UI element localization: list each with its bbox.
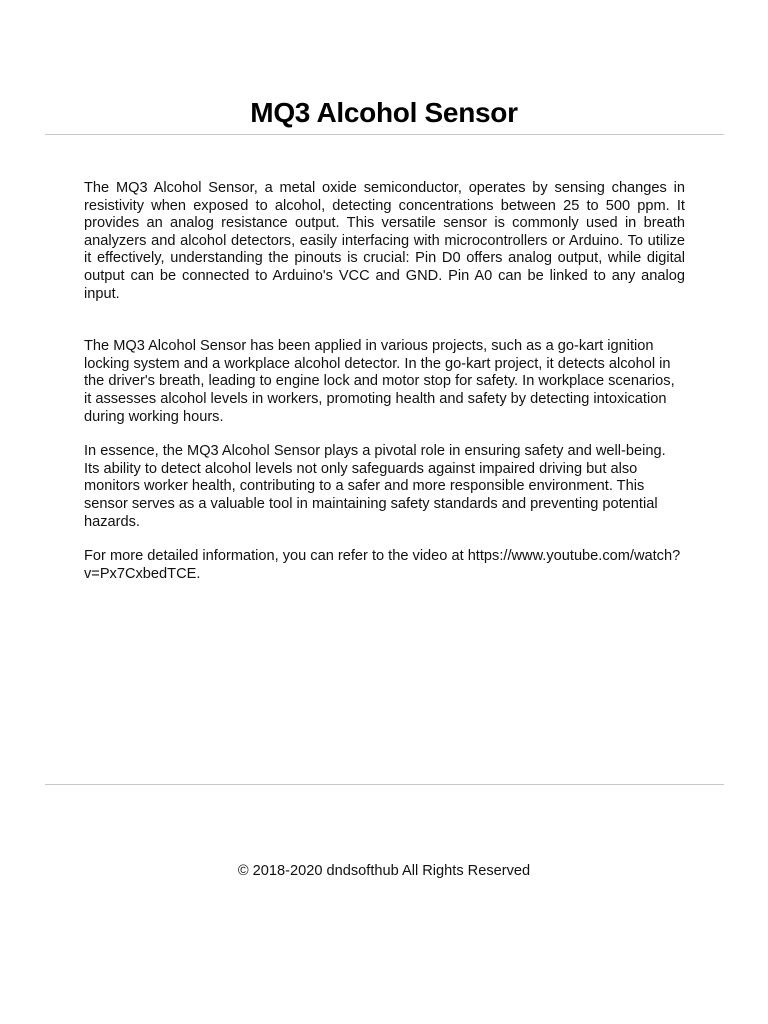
paragraph-applications: The MQ3 Alcohol Sensor has been applied in various projects, such as a go-kart ignition locking system and a workplace alcohol detector. In the go-kart project, it detects alcohol in the driver's breath, leading to engine lock and motor stop for safety. In workplace scenarios, it assesses alcohol levels in workers, promoting health and safety by detecting intoxication during working hours. <box>84 338 675 425</box>
paragraph-intro: The MQ3 Alcohol Sensor, a metal oxide semiconductor, operates by sensing changes in resistivity when exposed to alcohol, detecting concentrations between 25 to 500 ppm. It provides an analog resistance output. This versatile sensor is commonly used in breath analyzers and alcohol detectors, easily interfacing with microcontrollers or Arduino. To utilize it effectively, understanding the pinouts is crucial: Pin D0 offers analog output, while digital output can be connected to Arduino's VCC and GND. Pin A0 can be linked to any analog input. <box>84 180 685 302</box>
paragraph-reference: For more detailed information, you can refer to the video at https://www.youtube.com/watch?v=Px7CxbedTCE. <box>84 548 681 582</box>
article-body <box>84 180 685 583</box>
footer-copyright: © 2018-2020 dndsofthub All Rights Reserved <box>237 863 531 879</box>
footer-divider <box>45 784 724 785</box>
header-divider <box>45 134 724 135</box>
paragraph-conclusion: In essence, the MQ3 Alcohol Sensor plays a pivotal role in ensuring safety and well-being. Its ability to detect alcohol levels not only safeguards against impaired driving but also monitors worker health, contributing to a safer and more responsible environment. This sensor serves as a valuable tool in maintaining safety standards and preventing potential hazards. <box>84 443 666 530</box>
page-title: MQ3 Alcohol Sensor <box>250 96 518 128</box>
